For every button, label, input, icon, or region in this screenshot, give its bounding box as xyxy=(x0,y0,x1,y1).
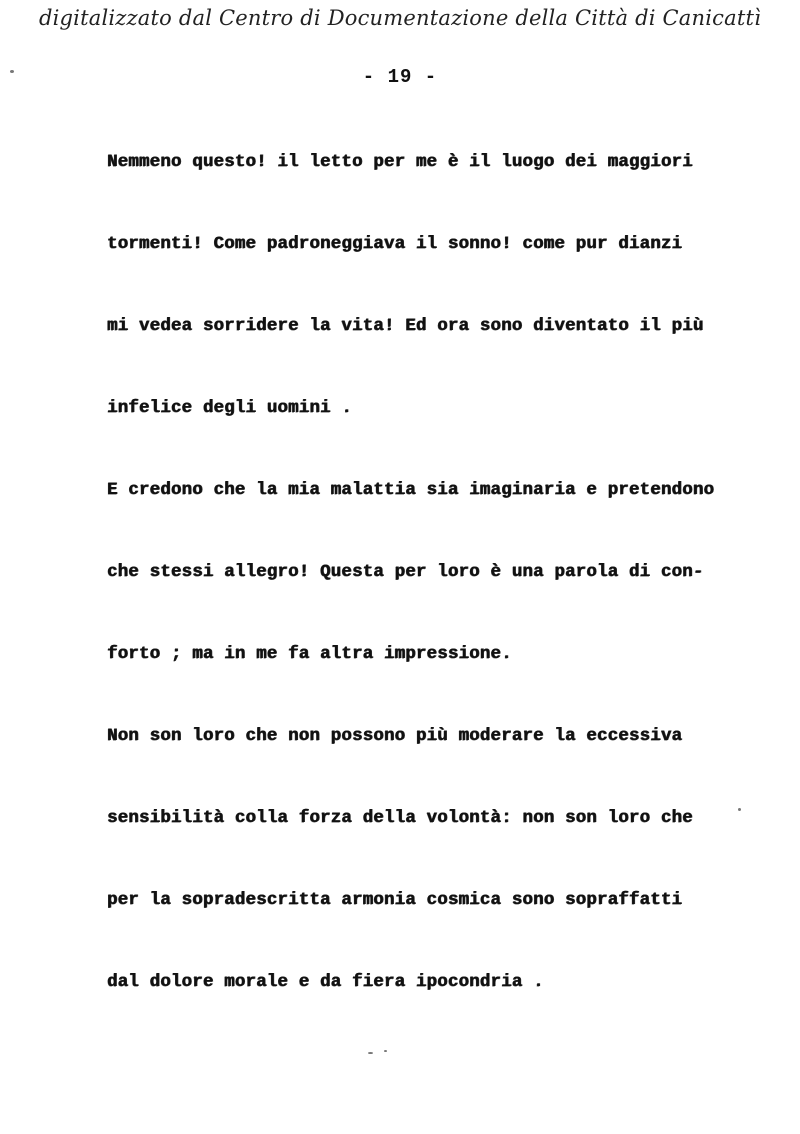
text-line: sensibilità colla forza della volontà: non son loro che xyxy=(107,808,693,828)
digitization-watermark: digitalizzato dal Centro di Documentazione della Città di Canicattì xyxy=(38,6,762,30)
typed-text-body xyxy=(107,150,714,1052)
text-line: forto ; ma in me fa altra impressione. xyxy=(107,644,512,664)
text-line: dal dolore morale e da fiera ipocondria . xyxy=(107,972,544,992)
scan-speck xyxy=(10,70,14,73)
scan-speck xyxy=(368,1052,373,1054)
text-line: mi vedea sorridere la vita! Ed ora sono diventato il più xyxy=(107,316,704,336)
text-line: per la sopradescritta armonia cosmica sono sopraffatti xyxy=(107,890,683,910)
scan-speck xyxy=(738,808,741,811)
page-number: - 19 - xyxy=(362,66,438,88)
text-line: tormenti! Come padroneggiava il sonno! come pur dianzi xyxy=(107,234,683,254)
text-line: E credono che la mia malattia sia imaginaria e pretendono xyxy=(107,480,715,500)
scan-speck xyxy=(384,1050,387,1052)
text-line: Nemmeno questo! il letto per me è il luogo dei maggiori xyxy=(107,152,693,172)
text-line: che stessi allegro! Questa per loro è una parola di con- xyxy=(107,562,704,582)
text-line: Non son loro che non possono più moderare la eccessiva xyxy=(107,726,683,746)
text-line: infelice degli uomini . xyxy=(107,398,352,418)
